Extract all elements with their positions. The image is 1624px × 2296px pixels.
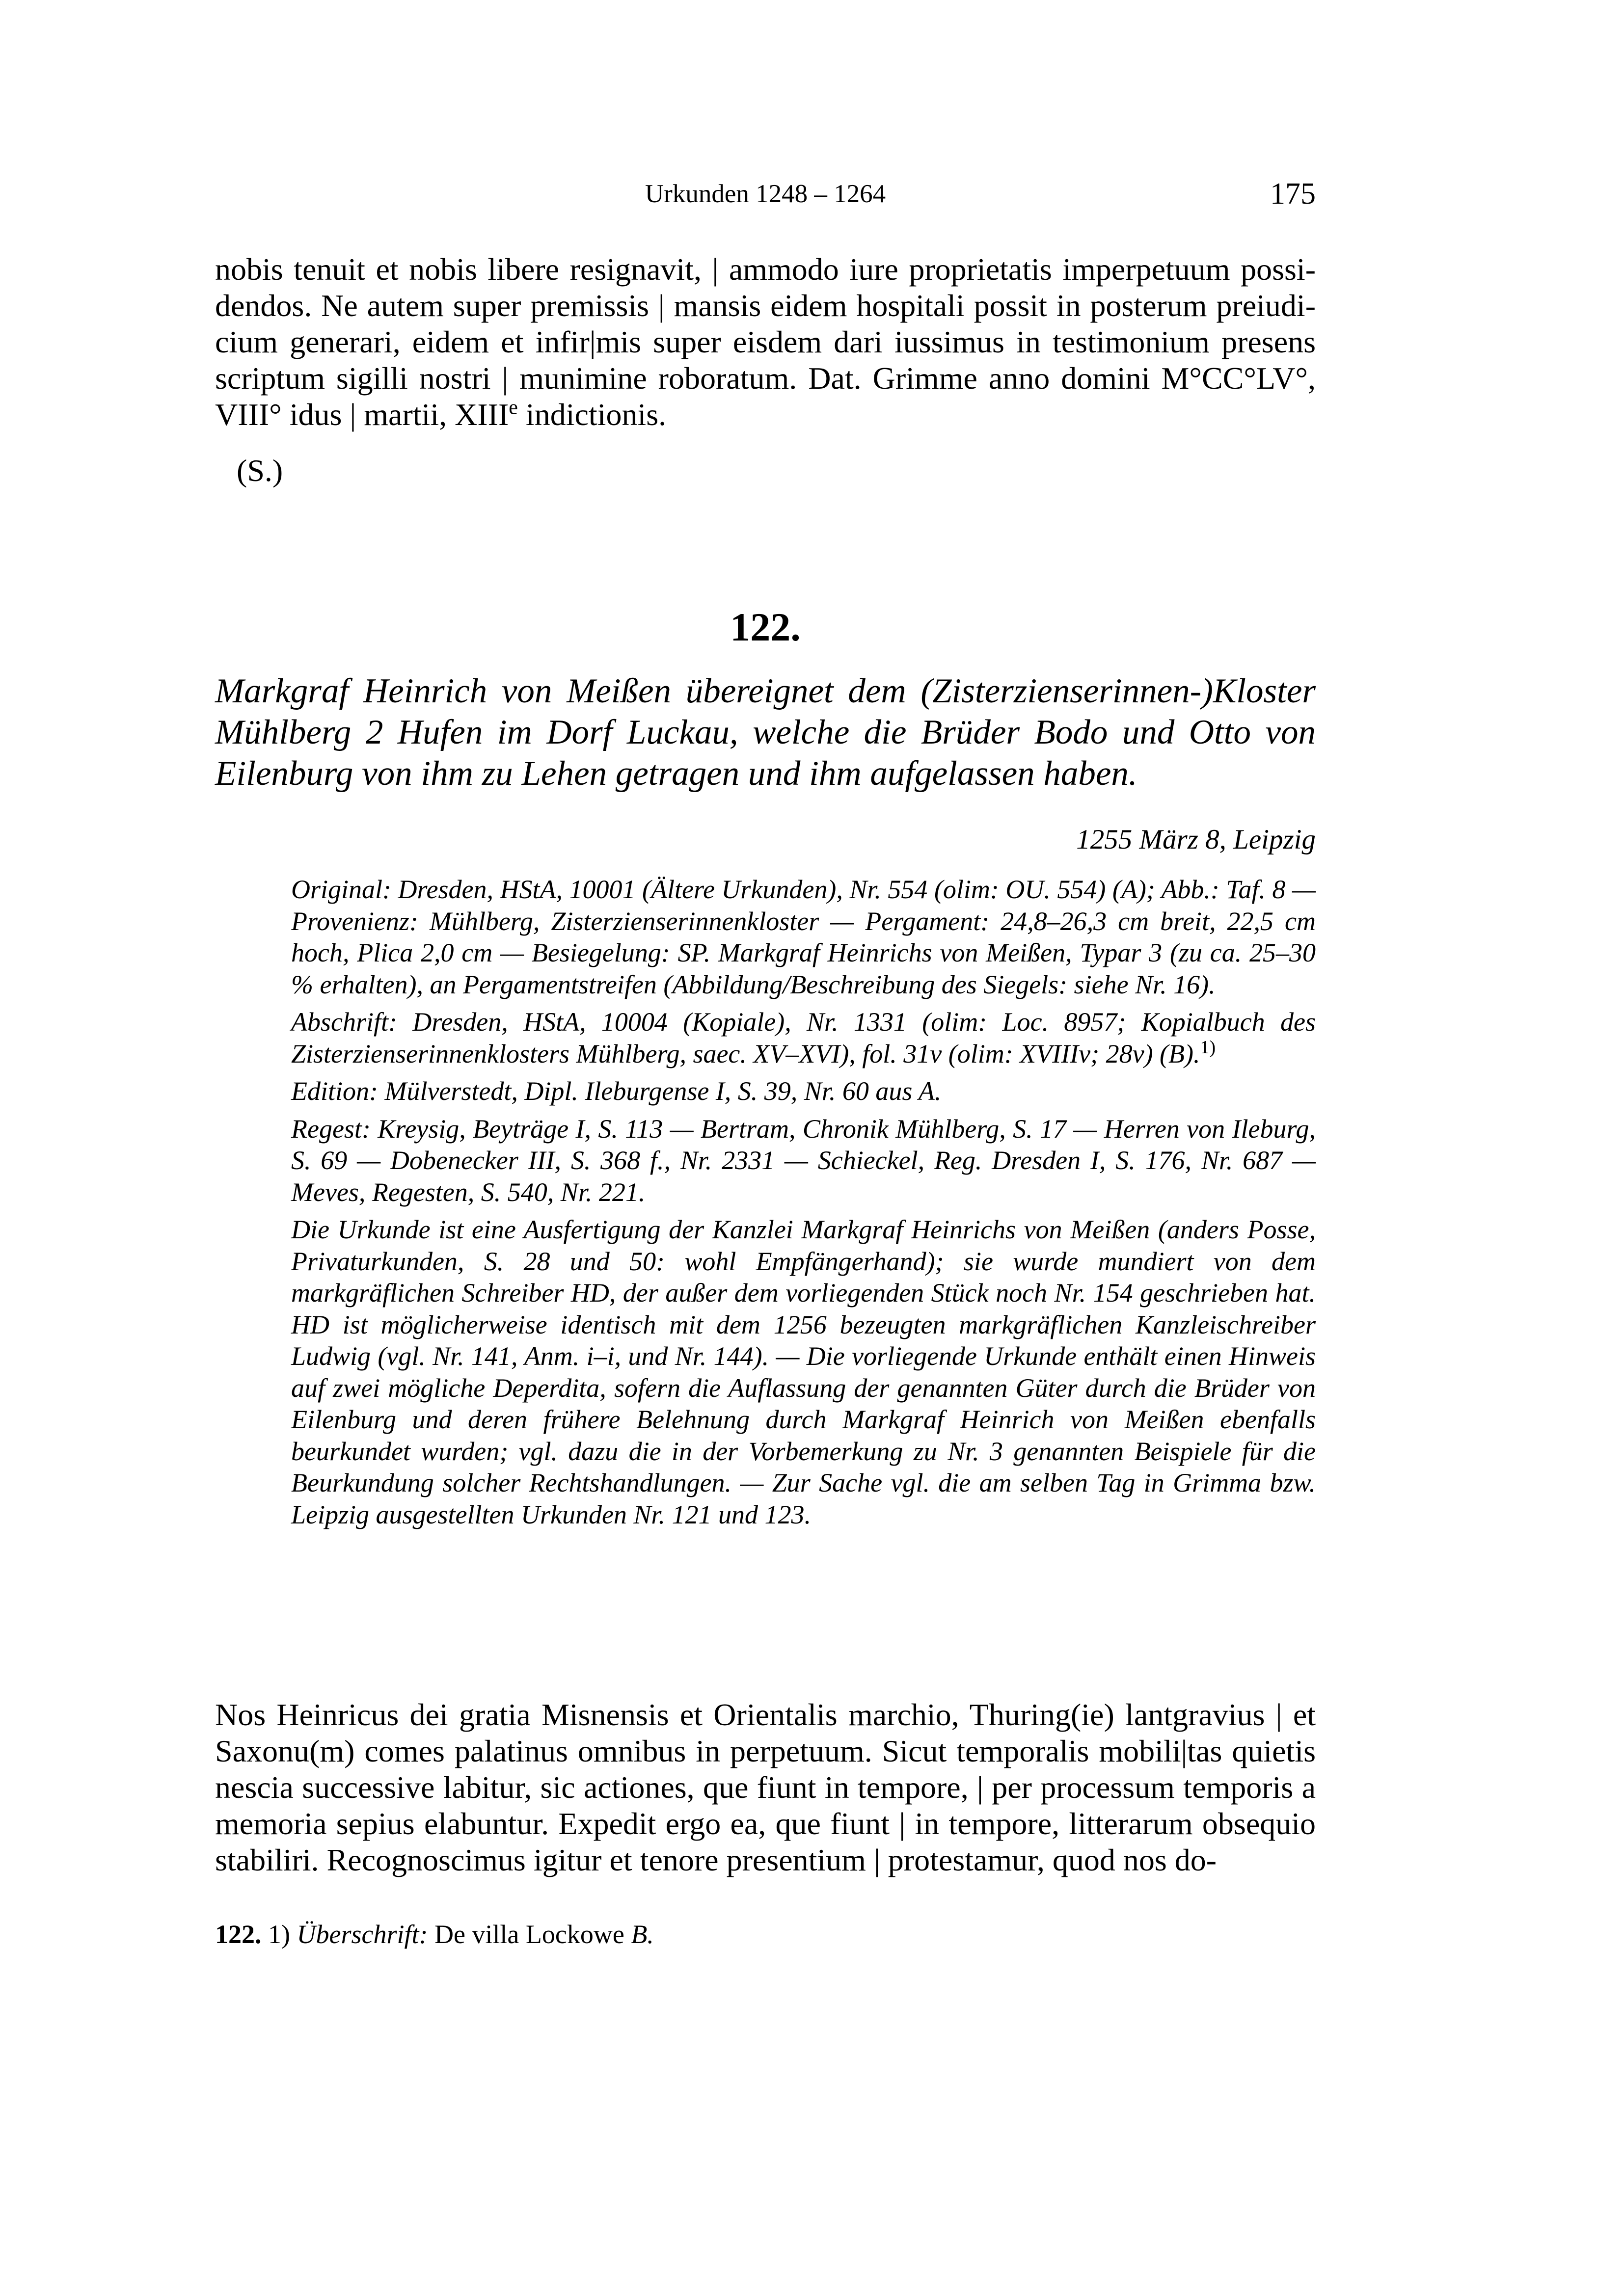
previous-text-part1: nobis tenuit et nobis libere resignavit, | ammodo iure proprietatis imperpetuum possidendos. Ne autem super premissis | mansis eidem hospitali possit in posterum preiudicium generari, eidem et infir|mis super eisdem dari iussimus in testimonium presens scriptum sigilli nostri | munimine roboratum. Dat. Grimme anno domini M°CC°LV°, VIII° idus | martii, XIII <box>215 252 1316 432</box>
superscript-e: e <box>509 396 518 419</box>
document-regest: Markgraf Heinrich von Meißen übereignet dem (Zisterzienserinnen-)Kloster Mühlberg 2 Hufen im Dorf Luckau, welche die Brüder Bodo und Otto von Eilenburg von ihm zu Lehen getragen und ihm aufgelassen haben. <box>215 672 1316 793</box>
apparatus-abschrift <box>291 1006 1316 1069</box>
footnote <box>215 1918 1316 1950</box>
seal-mark: (S.) <box>237 453 283 488</box>
footnote-marker: 1) <box>268 1920 290 1949</box>
apparatus-commentary: Die Urkunde ist eine Ausfertigung der Kanzlei Markgraf Heinrichs von Meißen (anders Posse, Privaturkunden, S. 28 und 50: wohl Empfängerhand); sie wurde mundiert von dem markgräflichen Schreiber HD, der außer dem vorliegenden Stück noch Nr. 154 geschrieben hat. HD ist möglicherweise identisch mit dem 1256 bezeugten markgräflichen Kanzleischreiber Ludwig (vgl. Nr. 141, Anm. i–i, und Nr. 144). — Die vorliegende Urkunde enthält einen Hinweis auf zwei mögliche Deperdita, sofern die Auflassung der genannten Güter durch die Brüder von Eilenburg und deren frühere Belehnung durch Markgraf Heinrich von Meißen ebenfalls beurkundet wurden; vgl. dazu die in der Vorbemerkung zu Nr. 3 genannten Beispiele für die Beurkundung solcher Rechtshandlungen. — Zur Sache vgl. die am selben Tag in Grimma bzw. Leipzig ausgestellten Urkunden Nr. 121 und 123. <box>291 1215 1316 1529</box>
previous-document-paragraph <box>215 251 1316 433</box>
abschrift-note-marker: 1) <box>1200 1037 1216 1058</box>
document-number: 122. <box>730 605 801 649</box>
running-head <box>215 177 1316 211</box>
apparatus-regest: Regest: Kreysig, Beyträge I, S. 113 — Bertram, Chronik Mühlberg, S. 17 — Herren von Ileburg, S. 69 — Dobenecker III, S. 368 f., Nr. 2331 — Schieckel, Reg. Dresden I, S. 176, Nr. 687 — Meves, Regesten, S. 540, Nr. 221. <box>291 1114 1316 1207</box>
running-title: Urkunden 1248 – 1264 <box>645 180 886 208</box>
apparatus-edition: Edition: Mülverstedt, Dipl. Ileburgense I, S. 39, Nr. 60 aus A. <box>291 1076 942 1106</box>
date-place: 1255 März 8, Leipzig <box>1076 824 1316 855</box>
critical-apparatus <box>291 874 1316 1536</box>
footnote-label: Überschrift: <box>297 1920 428 1949</box>
footnote-siglum: B. <box>631 1920 654 1949</box>
document-text <box>215 1697 1316 1878</box>
abschrift-text: Abschrift: Dresden, HStA, 10004 (Kopiale), Nr. 1331 (olim: Loc. 8957; Kopialbuch des Zisterzienserinnenklosters Mühlberg, saec. XV–XVI), fol. 31v (olim: XVIIIv; 28v) (B). <box>291 1007 1316 1068</box>
previous-text-part2: indictionis. <box>517 397 667 432</box>
previous-document-text <box>215 251 1316 433</box>
apparatus-original: Original: Dresden, HStA, 10001 (Ältere Urkunden), Nr. 554 (olim: OU. 554) (A); Abb.: Taf. 8 — Provenienz: Mühlberg, Zisterzienserinnenkloster — Pergament: 24,8–26,3 cm breit, 22,5 cm hoch, Plica 2,0 cm — Besiegelung: SP. Markgraf Heinrichs von Meißen, Typar 3 (zu ca. 25–30 % erhalten), an Pergamentstreifen (Abbildung/Beschreibung des Siegels: siehe Nr. 16). <box>291 875 1316 999</box>
footnote-doc-ref: 122. <box>215 1920 262 1949</box>
page-number: 175 <box>1270 177 1316 211</box>
footnote-text: De villa Lockowe <box>434 1920 624 1949</box>
document-page <box>215 0 1316 2296</box>
document-text-paragraph: Nos Heinricus dei gratia Misnensis et Orientalis marchio, Thuring(ie) lantgravius | et Saxonu(m) comes palatinus omnibus in perpetuum. Sicut temporalis mobili|tas quietis nescia successive labitur, sic actiones, que fiunt in tempore, | per processum temporis a memoria sepius elabuntur. Expedit ergo ea, que fiunt | in tempore, litterarum obsequio stabiliri. Recognoscimus igitur et tenore presentium | protestamur, quod nos do- <box>215 1697 1316 1877</box>
